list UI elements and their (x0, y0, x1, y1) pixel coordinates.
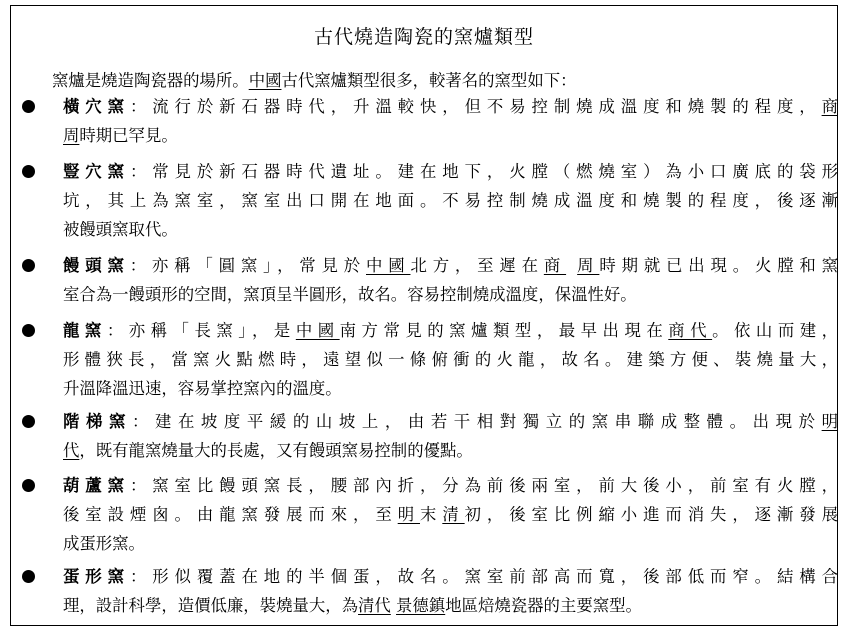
text-segment: 窯爐是燒造陶瓷器的場所。 (52, 71, 249, 90)
kiln-type-term: 階梯窯 (63, 412, 132, 431)
description-line (63, 564, 838, 593)
description-line (63, 473, 838, 502)
underlined-proper-noun: 中國 (248, 71, 282, 90)
text-segment: 北方，至遲在 (410, 256, 544, 275)
description-line (63, 123, 838, 152)
text-segment: 升溫降溫迅速，容易掌控窯內的溫度。 (63, 379, 342, 398)
text-segment: 理，設計科學，造價低廉，裝燒量大，為 (63, 596, 359, 615)
description-line (63, 593, 838, 622)
description-line (63, 531, 838, 560)
text-segment (566, 256, 577, 275)
underlined-proper-noun: 商 (543, 256, 567, 275)
description-line (63, 502, 838, 531)
bullet-icon (22, 100, 35, 113)
bullet-icon (22, 570, 35, 583)
underlined-proper-noun: 中國 (366, 256, 411, 275)
kiln-type-term: 饅頭窯 (63, 256, 130, 275)
description-line (63, 94, 838, 123)
intro-paragraph (52, 67, 822, 95)
description-line (63, 217, 838, 246)
underlined-proper-noun: 清 (442, 505, 465, 524)
kiln-type-description (63, 318, 838, 405)
bullet-icon (22, 479, 35, 492)
text-segment: 古代窯爐類型很多，較著名的窯型如下： (281, 71, 577, 90)
underlined-proper-noun: 景德鎮 (396, 596, 446, 615)
underlined-proper-noun: 明 (397, 505, 420, 524)
kiln-type-term: 葫蘆窯 (63, 476, 130, 495)
text-segment: ：形似覆蓋在地的半個蛋，故名。窯室前部高而寬，後部低而窄。結構合 (129, 567, 838, 586)
kiln-type-description (63, 159, 838, 246)
text-segment: ：建在坡度平緩的山坡上，由若干相對獨立的窯串聯成整體。出現於 (131, 412, 822, 431)
description-line (63, 188, 838, 217)
bullet-icon (22, 324, 35, 337)
text-segment: ：亦稱「圓窯」，常見於 (129, 256, 366, 275)
underlined-proper-noun: 商 (821, 97, 838, 116)
text-segment: 後室設煙囪。由龍窯發展而來，至 (63, 505, 398, 524)
description-line (63, 253, 838, 282)
description-line (63, 347, 838, 376)
kiln-type-description (63, 94, 838, 152)
text-segment: 地區焙燒瓷器的主要窯型。 (445, 596, 642, 615)
description-line (63, 438, 838, 467)
kiln-type-term: 豎穴窯 (63, 162, 130, 181)
text-segment: 被饅頭窯取代。 (63, 220, 178, 239)
description-line (63, 409, 838, 438)
kiln-type-description (63, 409, 838, 467)
description-line (63, 318, 838, 347)
text-segment: 成蛋形窯。 (63, 534, 145, 553)
kiln-type-description (63, 473, 838, 560)
kiln-type-description (63, 253, 838, 311)
bullet-icon (22, 415, 35, 428)
underlined-proper-noun: 周 (577, 256, 600, 275)
text-segment: 形體狹長，當窯火點燃時，遠望似一條俯衝的火龍，故名。建築方便、裝燒量大， (63, 350, 838, 369)
text-segment: 坑，其上為窯室，窯室出口開在地面。不易控制燒成溫度和燒製的程度，後逐漸 (63, 191, 838, 210)
underlined-proper-noun: 代 (63, 441, 80, 460)
text-segment: 初，後室比例縮小進而消失，逐漸發展 (464, 505, 839, 524)
text-segment: ，既有龍窯燒量大的長處，又有饅頭窯易控制的優點。 (79, 441, 473, 460)
text-segment: 時期已罕見。 (79, 126, 178, 145)
kiln-type-term: 橫穴窯 (63, 97, 130, 116)
description-line (63, 282, 838, 311)
document-title: 古代燒造陶瓷的窯爐類型 (313, 26, 534, 48)
underlined-proper-noun: 明 (821, 412, 839, 431)
text-segment: ：亦稱「長窯」，是 (106, 321, 296, 340)
kiln-type-term: 龍窯 (63, 321, 107, 340)
text-segment: 。依山而建， (712, 321, 839, 340)
description-line (63, 376, 838, 405)
text-segment: ：窯室比饅頭窯長，腰部內折，分為前後兩室，前大後小，前室有火膛， (129, 476, 838, 495)
bullet-icon (22, 259, 35, 272)
bullet-icon (22, 165, 35, 178)
text-segment: ：常見於新石器時代遺址。建在地下，火膛（燃燒室）為小口廣底的袋形 (129, 162, 838, 181)
underlined-proper-noun: 商代 (668, 321, 713, 340)
underlined-proper-noun: 清代 (358, 596, 391, 615)
text-segment: ：流行於新石器時代，升溫較快，但不易控制燒成溫度和燒製的程度， (129, 97, 822, 116)
text-segment: 時期就已出現。火膛和窯 (599, 256, 839, 275)
text-segment: 室合為一饅頭形的空間，窯頂呈半圓形，故名。容易控制燒成溫度，保溫性好。 (63, 285, 637, 304)
text-segment: 南方常見的窯爐類型，最早出現在 (339, 321, 669, 340)
description-line (63, 159, 838, 188)
kiln-type-term: 蛋形窯 (63, 567, 130, 586)
underlined-proper-noun: 中國 (295, 321, 340, 340)
text-segment: 末 (420, 505, 443, 524)
kiln-type-description (63, 564, 838, 622)
underlined-proper-noun: 周 (63, 126, 80, 145)
